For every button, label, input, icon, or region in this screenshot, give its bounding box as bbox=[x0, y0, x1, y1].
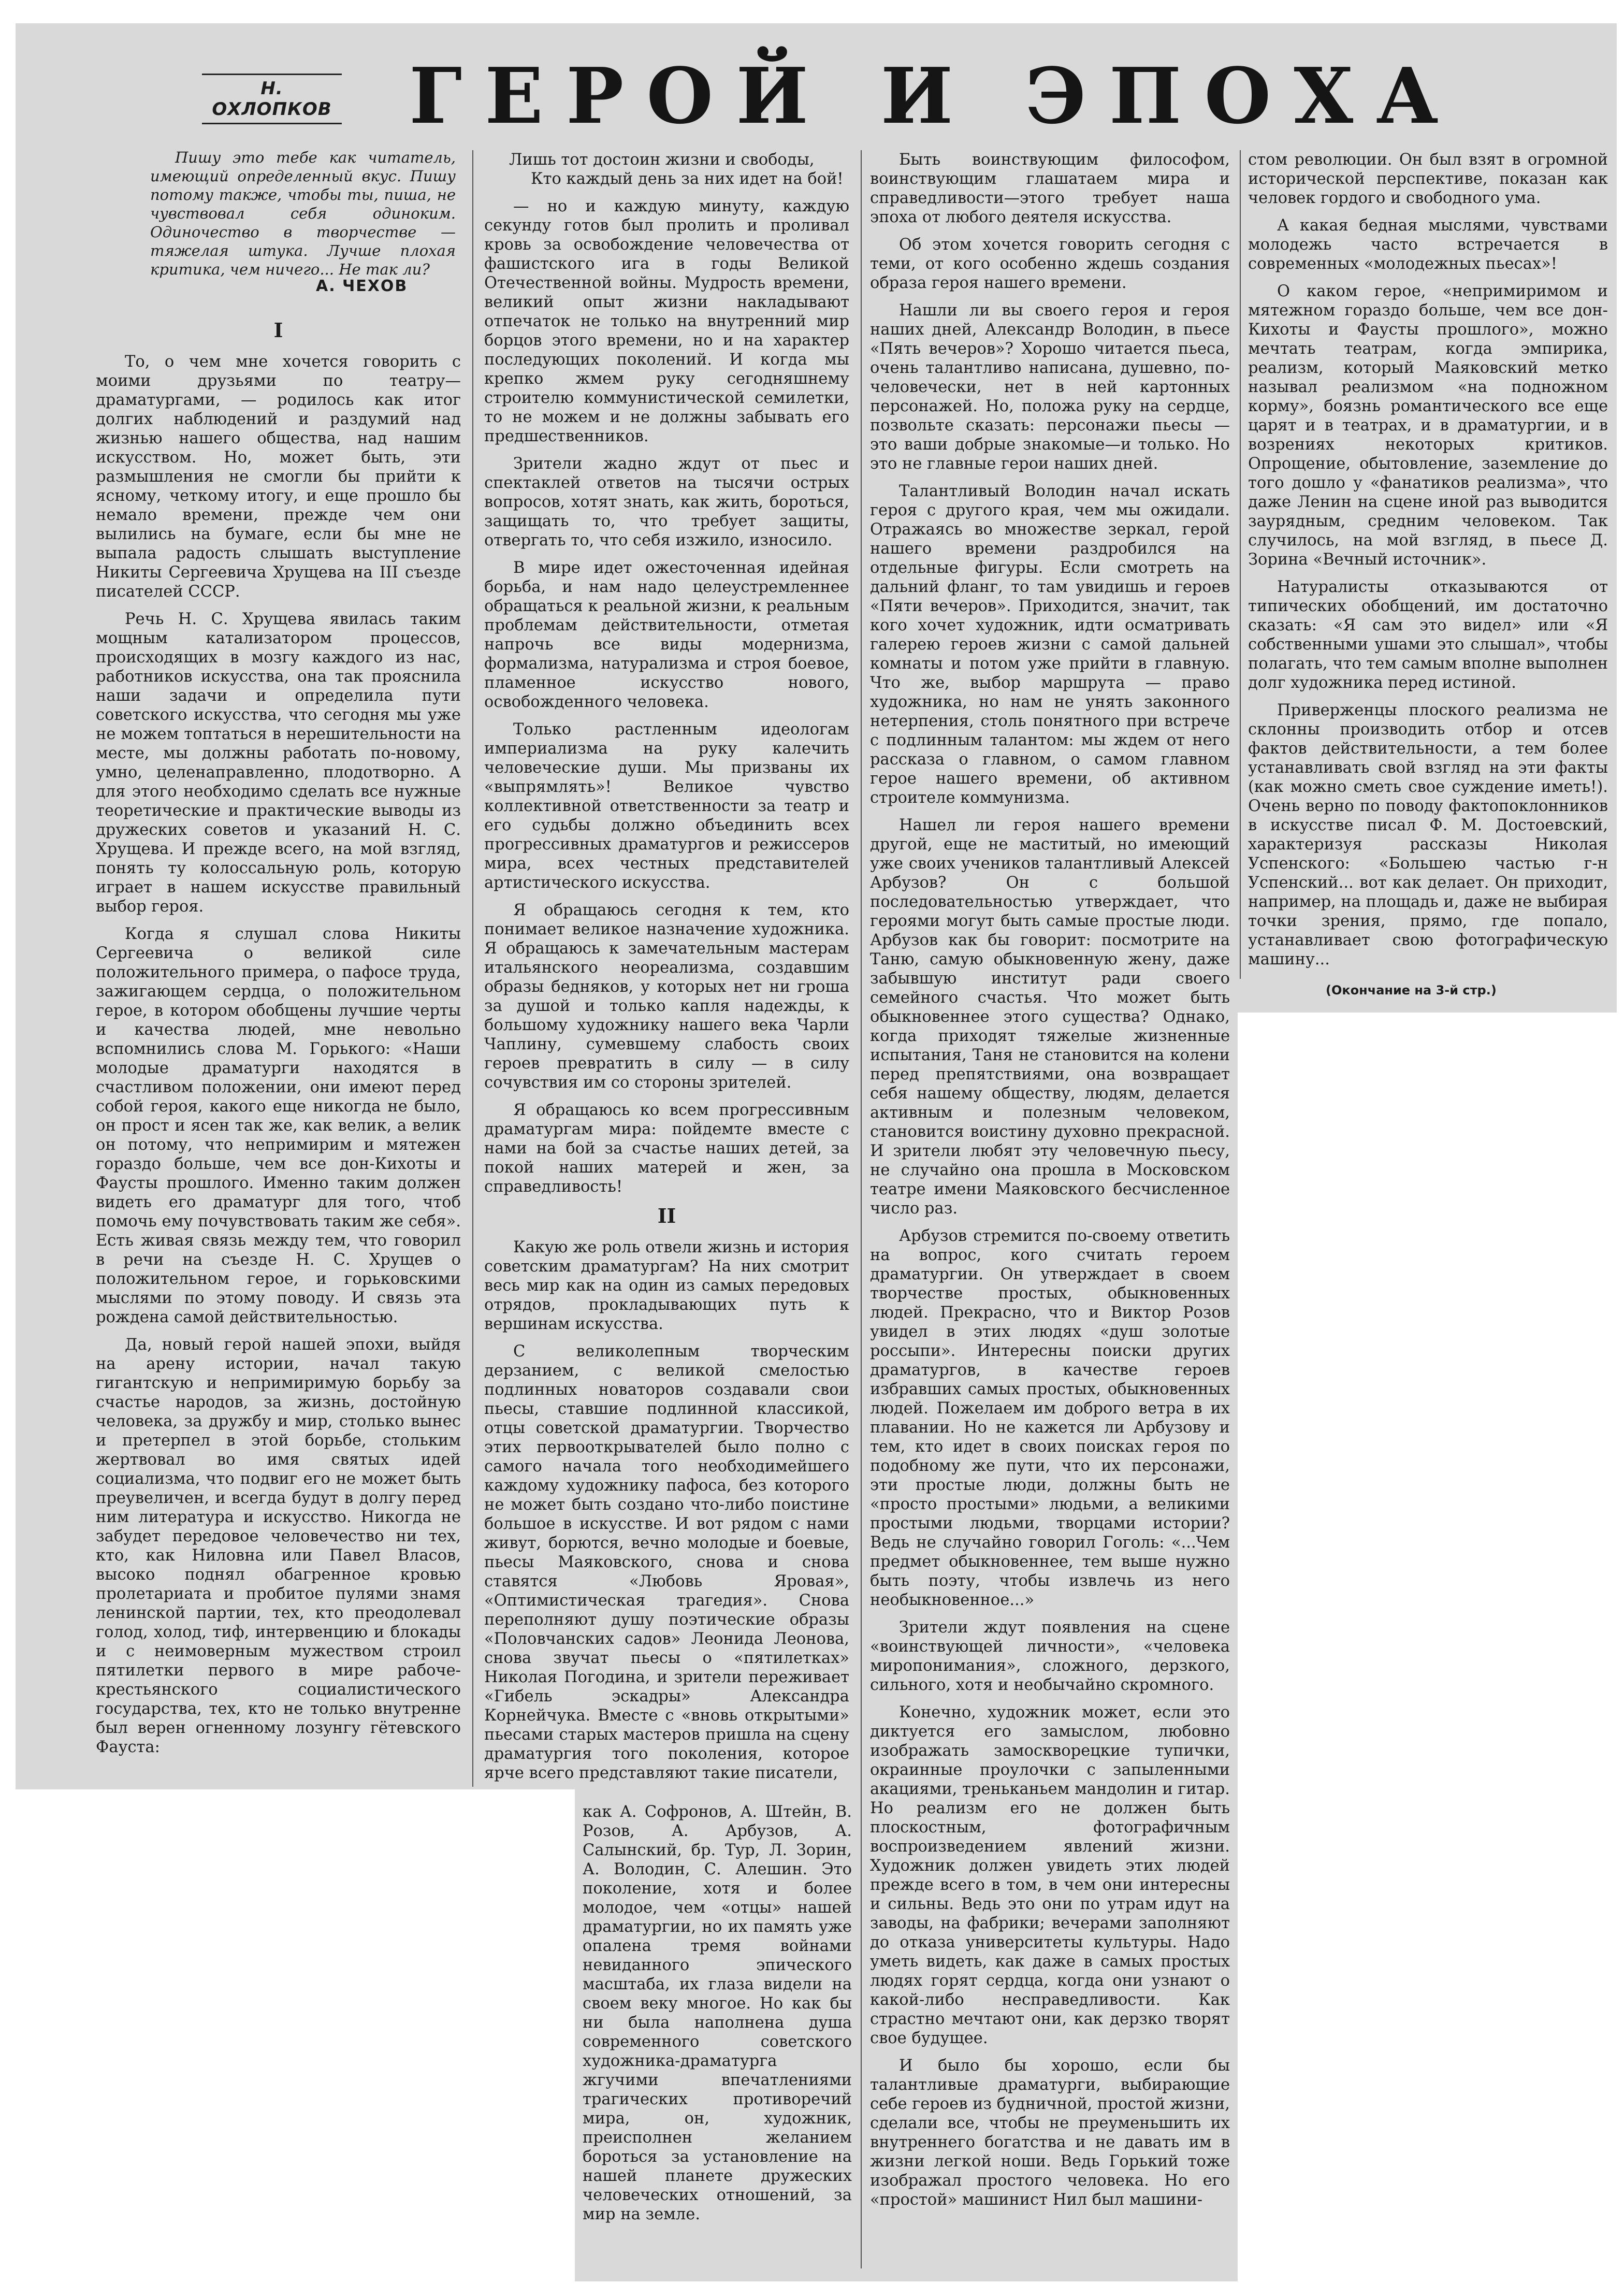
paragraph: Быть воинствующим философом, воинствующим глашатаем мира и справедливости—этого требует наша эпоха от любого деятеля искусства. bbox=[870, 151, 1230, 226]
column-3 bbox=[870, 150, 1230, 2268]
paragraph: О каком герое, «непримиримом и мятежном гораздо больше, чем все дон-Кихоты и Фаусты прошлого», можно мечтать театрам, когда эмпирика, реализм, который Маяковский метко называл реализмом «на подножном корму», боязнь романтического все еще царят и в театрах, и в драматургии, и в возрениях некоторых критиков. Опрощение, обытовление, заземление до того дошло у «фанатиков реализма», что даже Ленин на сцене иной раз выводится заурядным, средним человеком. Так случилось, на мой взгляд, в пьесе Д. Зорина «Вечный источник». bbox=[1248, 282, 1608, 569]
paragraph: Зрители ждут появления на сцене «воинствующей личности», «человека миропонимания», сложного, дерзкого, сильного, хотя и необычайно скромного. bbox=[870, 1618, 1230, 1694]
paragraph: как А. Софронов, А. Штейн, В. Розов, А. Арбузов, А. Салынский, бр. Тур, Л. Зорин, А. Володин, С. Алешин. Это поколение, хотя и более молодое, чем «отцы» нашей драматургии, но их память уже опалена тремя войнами невиданного эпического масштаба, их глаза видели на своем веку многое. Но как бы ни была наполнена душа современного советского художника-драматурга жгучими впечатлениями трагических противоречий мира, он, художник, преисполнен желанием бороться за установление на нашей планете дружеских человеческих отношений, за мир на земле. bbox=[583, 1803, 852, 2223]
epigraph-text: Пишу это тебе как читатель, имеющий определенный вкус. Пишу потому также, чтобы ты, пиша, не чувствовал себя одиноким. Одиночество в творчестве — тяжелая штука. Лучше плохая критика, чем ничего... Не так ли? bbox=[150, 149, 456, 278]
column-rule bbox=[861, 150, 862, 2268]
paragraph: Об этом хочется говорить сегодня с теми, от кого особенно ждешь создания образа героя нашего времени. bbox=[870, 236, 1230, 292]
paragraph: С великолепным творческим дерзанием, с великой смелостью подлинных новаторов создавали свои пьесы, ставшие подлинной классикой, отцы советской драматургии. Творчество этих первооткрывателей было полно с самого начала того необходимейшего каждому художнику пафоса, без которого не может быть создано что-либо поистине большое в искусстве. И вот рядом с нами живут, борются, вечно молодые и боевые, пьесы Маяковского, снова и снова ставятся «Любовь Яровая», «Оптимистическая трагедия». Снова переполняют душу поэтические образы «Половчанских садов» Леонида Леонова, снова звучат пьесы о «пятилетках» Николая Погодина, и зрители переживает «Гибель эскадры» Александра Корнейчука. Вместе с «вновь открытыми» пьесами старых мастеров пришла на сцену драматургия того поколения, которое ярче всего представляют такие писатели, bbox=[484, 1342, 849, 1782]
paragraph: Только растленным идеологам империализма на руку калечить человеческие души. Мы призваны их «выпрямлять»! Великое чувство коллективной ответственности за театр и его судьбы должно объединить всех прогрессивных драматургов и режиссеров мира, всех честных представителей артистического искусства. bbox=[484, 720, 849, 892]
paragraph: стом революции. Он был взят в огромной исторической перспективе, показан как человек гордого и свободного ума. bbox=[1248, 151, 1608, 207]
paragraph: Зрители жадно ждут от пьес и спектаклей ответов на тысячи острых вопросов, хотят знать, как жить, бороться, защищать то, что требует защиты, отвергать то, что себя изжило, износило. bbox=[484, 455, 849, 550]
column-rule bbox=[472, 150, 473, 1787]
column-4 bbox=[1248, 150, 1608, 979]
paragraph: В мире идет ожесточенная идейная борьба, и нам надо целеустремленнее обращаться к реальной жизни, к реальным проблемам действительности, отметая напрочь все виды модернизма, формализма, натурализма и строя боевое, пламенное искусство нового, освобожденного человека. bbox=[484, 559, 849, 711]
column-1 bbox=[96, 311, 461, 1787]
column-rule bbox=[1240, 150, 1241, 979]
paragraph: А какая бедная мыслями, чувствами молодежь часто встречается в современных «молодежных пьесах»! bbox=[1248, 216, 1608, 273]
paragraph: Натуралисты отказываются от типических обобщений, им достаточно сказать: «Я сам это видел» или «Я собственными ушами это слышал», чтобы полагать, что тем самым вполне выполнен долг художника перед истиной. bbox=[1248, 578, 1608, 692]
paragraph: Приверженцы плоского реализма не склонны производить отбор и отсев фактов действительности, а тем более устанавливать свой взгляд на эти факты (как можно сметь свое суждение иметь!). Очень верно по поводу фактопоклонников в искусстве писал Ф. М. Достоевский, характеризуя рассказы Николая Успенского: «Большею частью г-н Успенский... вот как делает. Он приходит, например, на площадь и, даже не выбирая точки зрения, прямо, где попало, устанавливает свою фотографическую машину... bbox=[1248, 701, 1608, 968]
column-2 bbox=[484, 150, 849, 1797]
paragraph: Я обращаюсь сегодня к тем, кто понимает великое назначение художника. Я обращаюсь к замечательным мастерам итальянского неореализма, создавшим образы бедняков, у которых нет ни гроша за душой и только капля надежды, к большому художнику нашего века Чарли Чаплину, сумевшему слабость своих героев превратить в силу — в силу сочувствия им со стороны зрителей. bbox=[484, 901, 849, 1092]
author-byline: Н. ОХЛОПКОВ bbox=[202, 74, 342, 124]
verse-line: Лишь тот достоин жизни и свободы, bbox=[509, 151, 815, 169]
paragraph: Арбузов стремится по-своему ответить на вопрос, кого считать героем драматургии. Он утверждает в своем творчестве простых, обыкновенных людей. Прекрасно, что и Виктор Розов увидел в этих людях «душ золотые россыпи». Интересны поиски других драматургов, в качестве героев избравших самых простых, обыкновенных людей. Пожелаем им доброго ветра в их плавании. Но не кажется ли Арбузову и тем, кто идет в своих поисках героя по подобному же пути, что их персонажи, эти простые люди, должны быть не «просто простыми» людьми, а великими простыми людьми, творцами истории? Ведь не случайно говорил Гоголь: «...Чем предмет обыкновеннее, тем выше нужно быть поэту, чтобы извлечь из него необыкновенное...» bbox=[870, 1227, 1230, 1609]
paragraph: Какую же роль отвели жизнь и история советским драматургам? На них смотрит весь мир как на один из самых передовых отрядов, прокладывающих путь к вершинам искусства. bbox=[484, 1238, 849, 1333]
paragraph: Конечно, художник может, если это диктуется его замыслом, любовно изображать замоскворецкие тупички, окраинные проулочки с запыленными акациями, треньканьем мандолин и гитар. Но реализм его не должен быть плоскостным, фотографичным воспроизведением явлений жизни. Художник должен увидеть этих людей прежде всего в том, в чем они интересны и сильны. Ведь это они по утрам идут на заводы, на фабрики; вечерами заполняют до отказа университеты культуры. Надо уметь видеть, как даже в самых простых людях горят сердца, когда они узнают о какой-либо несправедливости. Как страстно мечтают они, как дерзко творят свое будущее. bbox=[870, 1703, 1230, 2047]
paragraph: Да, новый герой нашей эпохи, выйдя на арену истории, начал такую гигантскую и непримиримую борьбу за счастье народов, за жизнь, достойную человека, за дружбу и мир, столько вынес и претерпел в этой борьбе, стольким жертвовал во имя святых идей социализма, что подвиг его не может быть преувеличен, и всегда будут в долгу перед ним литература и искусство. Никогда не забудет передовое человечество ни тех, кто, как Ниловна или Павел Власов, высоко поднял обагренное кровью пролетариата и пробитое пулями знамя ленинской партии, тех, кто преодолевал голод, холод, тиф, интервенцию и блокады и с неимоверным мужеством строил пятилетки первого в мире рабоче-крестьянского социалистического государства, тех, кто не только внутренне был верен огненному лозунгу гётевского Фауста: bbox=[96, 1336, 461, 1756]
section-mark-2: II bbox=[657, 1204, 676, 1227]
paragraph: Нашел ли героя нашего времени другой, еще не маститый, но имеющий уже своих учеников талантливый Алексей Арбузов? Он с большой последовательностью утверждает, что героями могут быть самые простые люди. Арбузов как бы говорит: посмотрите на Таню, самую обыкновенную жену, даже забывшую институт ради своего семейного счастья. Что может быть обыкновеннее этого существа? Однако, когда приходят тяжелые жизненные испытания, Таня не становится на колени перед препятствиями, она возвращает себя нашему обществу, людям, делается активным и полезным человеком, становится воистину духовно прекрасной. И зрители любят эту человечную пьесу, не случайно она прошла в Московском театре имени Маяковского бесчисленное число раз. bbox=[870, 816, 1230, 1218]
paragraph: Речь Н. С. Хрущева явилась таким мощным катализатором процессов, происходящих в мозгу каждого из нас, работников искусства, она так прояснила наши задачи и определила пути советского искусства, что сегодня мы уже не можем топтаться в нерешительности на месте, мы должны работать по-новому, умно, целенаправленно, плодотворно. А для этого необходимо сделать все нужные теоретические и практические выводы из дружеских советов и указаний Н. С. Хрущева. И прежде всего, на мой взгляд, понять ту колоссальную роль, которую играет в нашем искусстве правильный выбор героя. bbox=[96, 610, 461, 916]
paragraph: То, о чем мне хочется говорить с моими друзьями по театру—драматургами, — родилось как итог долгих наблюдений и раздумий над жизнью нашего общества, над нашим искусством. Но, может быть, эти размышления не смогли бы прийти к ясному, четкому итогу, и еще прошло бы немало времени, прежде чем они вылились на бумаге, если бы мне не выпала радость слышать выступление Никиты Сергеевича Хрущева на III съезде писателей СССР. bbox=[96, 353, 461, 601]
verse-line: Кто каждый день за них идет на бой! bbox=[531, 170, 844, 188]
section-mark-1: I bbox=[273, 319, 283, 342]
paragraph: Нашли ли вы своего героя и героя наших дней, Александр Володин, в пьесе «Пять вечеров»? Хорошо читается пьеса, очень талантливо написана, душевно, по-человечески, нет в ней картонных персонажей. Но, положа руку на сердце, позвольте сказать: персонажи пьесы — это ваши добрые знакомые—и только. Но это не главные герои наших дней. bbox=[870, 301, 1230, 473]
paragraph: — но и каждую минуту, каждую секунду готов был пролить и проливал кровь за освобождение человечества от фашистского ига в годы Великой Отечественной войны. Мудрость времени, великий опыт жизни накладывают отпечаток не только на внутренний мир борцов этого времени, но и на характер последующих поколений. И когда мы крепко жмем руку сегодняшнему строителю коммунистической семилетки, то не можем и не должны забывать его предшественников. bbox=[484, 197, 849, 445]
paragraph: И было бы хорошо, если бы талантливые драматурги, выбирающие себе героев из будничной, простой жизни, сделали все, чтобы не преуменьшить их внутреннего богатства и не давать им в жизни легкой ноши. Ведь Горький тоже изображал простого человека. Но его «простой» машинист Нил был машини- bbox=[870, 2057, 1230, 2209]
paragraph: Я обращаюсь ко всем прогрессивным драматургам мира: пойдемте вместе с нами на бой за счастье наших детей, за покой наших матерей и жен, за справедливость! bbox=[484, 1101, 849, 1196]
epigraph-author: А. ЧЕХОВ bbox=[316, 277, 408, 295]
epigraph bbox=[150, 148, 456, 279]
continuation-note: (Окончание на 3-й стр.) bbox=[1326, 983, 1497, 998]
paragraph: Когда я слушал слова Никиты Сергеевича о великой силе положительного примера, о пафосе труда, зажигающем сердца, о положительном герое, в котором обобщены лучшие черты и качества людей, мне невольно вспомнились слова М. Горького: «Наши молодые драматурги находятся в счастливом положении, они имеют перед собой героя, какого еще никогда не было, он прост и ясен так же, как велик, а велик он потому, что непримирим и мятежен гораздо больше, чем все дон-Кихоты и Фаусты прошлого. Именно таким должен видеть его драматург для того, чтоб помочь ему почувствовать таким же себя». Есть живая связь между тем, что говорил в речи на съезде Н. С. Хрущев о положительном герое, и горьковскими мыслями по этому поводу. И связь эта рождена самой действительностью. bbox=[96, 925, 461, 1326]
paragraph: Талантливый Володин начал искать героя с другого края, чем мы ожидали. Отражаясь во множестве зеркал, герой нашего времени раздробился на отдельные фигуры. Если смотреть на дальний фланг, то там увидишь и героев «Пяти вечеров». Приходится, значит, так кого хочет художник, идти осматривать галерею героев жизни с самой дальней комнаты и потом уже прийти в главную. Что же, выбор маршрута — право художника, но нам не унять законного нетерпения, столь понятного при встрече с подлинным талантом: мы ждем от него рассказа о главном, о самом главном герое нашего времени, об активном строителе коммунизма. bbox=[870, 482, 1230, 807]
column-2-continuation bbox=[583, 1802, 852, 2268]
headline: ГЕРОЙ И ЭПОХА bbox=[409, 51, 1461, 141]
